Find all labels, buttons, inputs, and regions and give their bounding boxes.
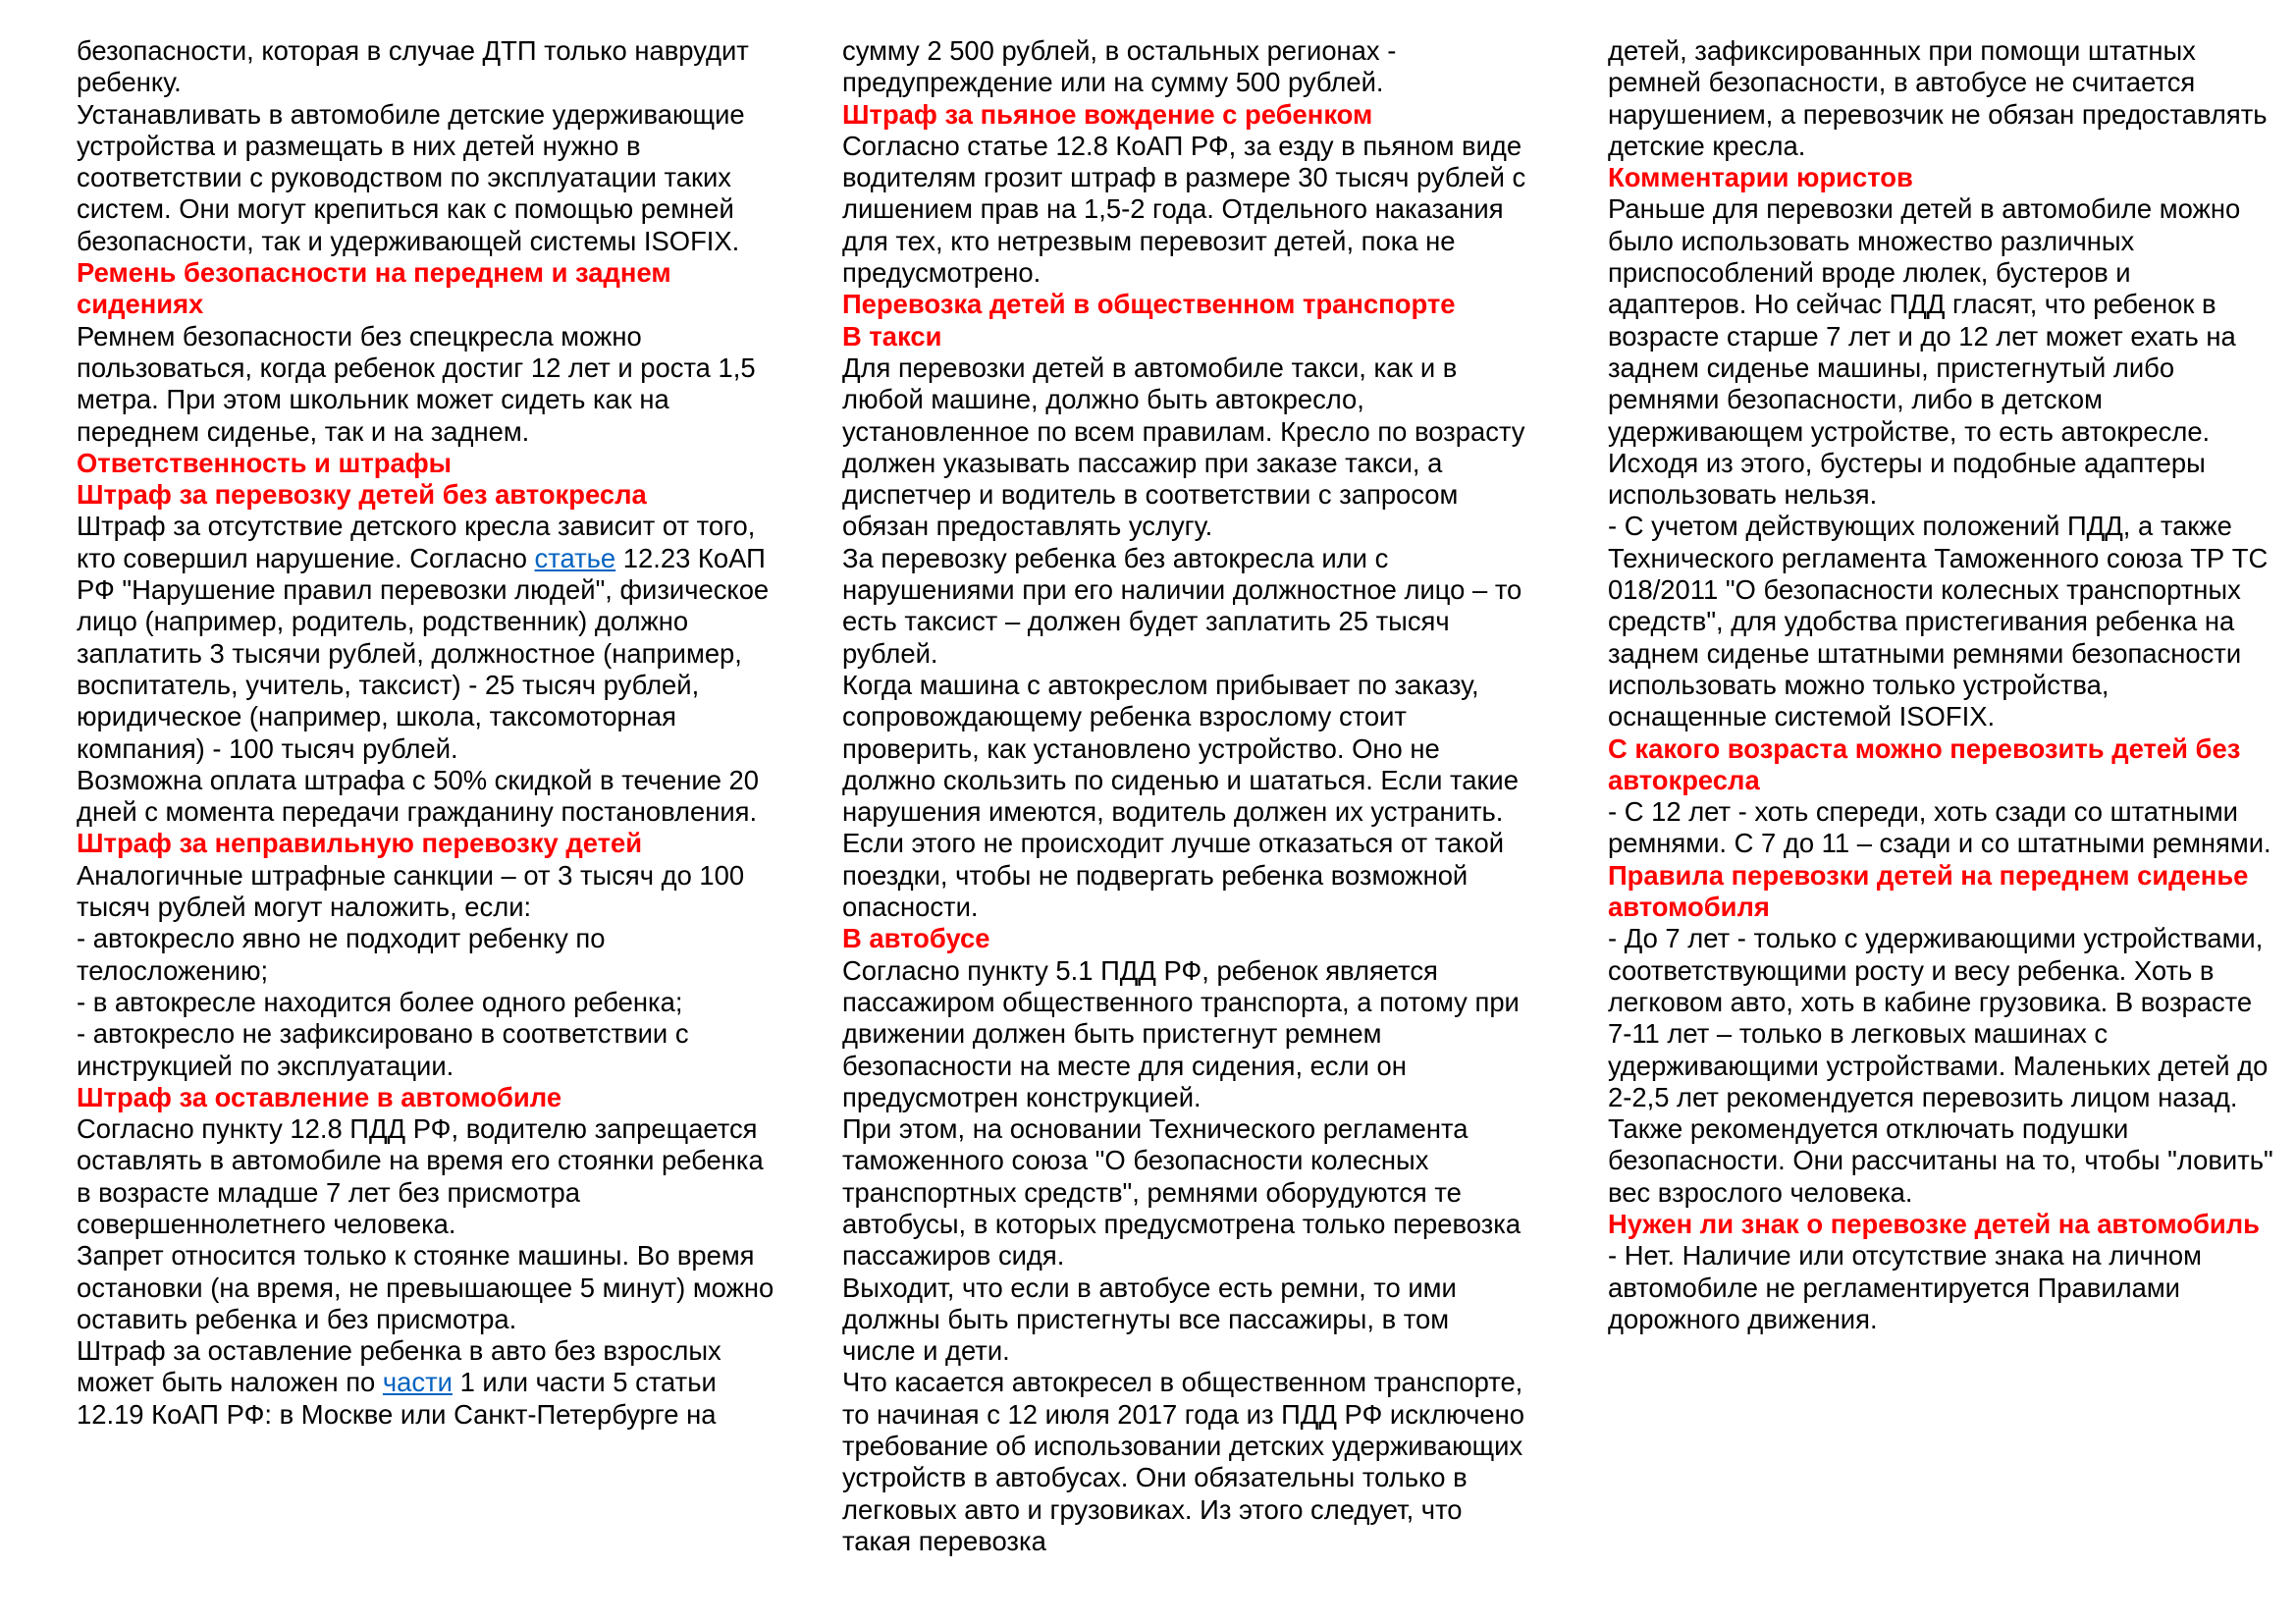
section-heading: Нужен ли знак о перевозке детей на автомобиль xyxy=(1608,1208,2260,1239)
section-heading: Штраф за перевозку детей без автокресла xyxy=(77,479,647,511)
paragraph: За перевозку ребенка без автокресла или с нарушениями при его наличии должностное лицо – то есть таксист – должен будет заплатить 25 тысяч рублей. xyxy=(842,542,1522,669)
paragraph: детей, зафиксированных при помощи штатных ремней безопасности, в автобусе не считается нарушением, а перевозчик не обязан предоставлять детские кресла. xyxy=(1608,35,2268,161)
paragraph: - До 7 лет - только с удерживающими устройствами, соответствующими росту и весу ребенка. Хоть в легковом авто, хоть в кабине грузовика. В возрасте 7-11 лет – только в легковых машинах с удерживающими устройствами. Маленьких детей до 2-2,5 лет рекомендуется перевозить лицом назад. Также рекомендуется отключать подушки безопасности. Они рассчитаны на то, чтобы "ловить" вес взрослого человека. xyxy=(1608,923,2273,1208)
section-heading: С какого возраста можно перевозить детей без автокресла xyxy=(1608,732,2241,795)
paragraph: Согласно пункту 5.1 ПДД РФ, ребенок является пассажиром общественного транспорта, а потому при движении должен быть пристегнут ремнем безопасности на месте для сидения, если он предусмотрен конструкцией. xyxy=(842,954,1520,1112)
paragraph: Согласно пункту 12.8 ПДД РФ, водителю запрещается оставлять в автомобиле на время его стоянки ребенка в возрасте младше 7 лет без присмотра совершеннолетнего человека. xyxy=(77,1113,764,1239)
paragraph: Возможна оплата штрафа с 50% скидкой в течение 20 дней с момента передачи гражданину постановления. xyxy=(77,764,760,828)
paragraph-text: 12.23 КоАП РФ "Нарушение правил перевозки людей", физическое лицо (например, родитель, родственник) должно заплатить 3 тысячи рублей, должностное (например, воспитатель, учитель, таксист) - 25 тысяч рублей, юридическое (например, школа, таксомоторная компания) - 100 тысяч рублей. xyxy=(77,542,770,764)
text-column-3 xyxy=(1608,35,2275,1335)
paragraph: - С учетом действующих положений ПДД, а также Технического регламента Таможенного союза ТР ТС 018/2011 "О безопасности колесных транспортных средств", для удобства пристегивания ребенка на заднем сиденье штатными ремнями безопасности использовать можно только устройства, оснащенные системой ISOFIX. xyxy=(1608,511,2269,732)
paragraph: Раньше для перевозки детей в автомобиле можно было использовать множество различных приспособлений вроде люлек, бустеров и адаптеров. Но сейчас ПДД гласят, что ребенок в возрасте старше 7 лет и до 12 лет может ехать на заднем сиденье машины, пристегнутый либо ремнями безопасности, либо в детском удерживающем устройстве, то есть автокресле. Исходя из этого, бустеры и подобные адаптеры использовать нельзя. xyxy=(1608,193,2241,511)
paragraph: Согласно статье 12.8 КоАП РФ, за езду в пьяном виде водителям грозит штраф в размере 30 тысяч рублей с лишением прав на 1,5-2 года. Отдельного наказания для тех, кто нетрезвым перевозит детей, пока не предусмотрено. xyxy=(842,130,1526,289)
list-item: - автокресло не зафиксировано в соответствии с инструкцией по эксплуатации. xyxy=(77,1018,689,1081)
paragraph: Ремнем безопасности без спецкресла можно пользоваться, когда ребенок достиг 12 лет и роста 1,5 метра. При этом школьник может сидеть как на переднем сиденье, так и на заднем. xyxy=(77,320,756,447)
paragraph-with-link xyxy=(77,511,783,764)
list-item: - автокресло явно не подходит ребенку по телосложению; xyxy=(77,923,606,986)
section-heading: Правила перевозки детей на переднем сиденье автомобиля xyxy=(1608,859,2249,923)
paragraph: Что касается автокресел в общественном транспорте, то начиная с 12 июля 2017 года из ПДД РФ исключено требование об использовании детских удерживающих устройств в автобусах. Они обязательны только в легковых авто и грузовиках. Из этого следует, что такая перевозка xyxy=(842,1367,1524,1556)
paragraph-text: 1 или части 5 статьи 12.19 КоАП РФ: в Москве или Санкт-Петербурге на xyxy=(77,1367,717,1430)
paragraph: Выходит, что если в автобусе есть ремни, то ими должны быть пристегнуты все пассажиры, в том числе и дети. xyxy=(842,1272,1457,1367)
section-heading: В такси xyxy=(842,320,942,352)
section-heading: Перевозка детей в общественном транспорте xyxy=(842,289,1456,320)
paragraph-with-link xyxy=(77,1335,783,1431)
parts-link[interactable]: части xyxy=(382,1367,453,1398)
section-heading: Штраф за пьяное вождение с ребенком xyxy=(842,98,1373,130)
article-link[interactable]: статье xyxy=(534,542,616,573)
paragraph: Запрет относится только к стоянке машины. Во время остановки (на время, не превышающее 5 минут) можно оставить ребенка и без присмотра. xyxy=(77,1240,774,1334)
paragraph-text: Штраф за оставление ребенка в авто без взрослых может быть наложен по xyxy=(77,1335,721,1398)
list-item: - в автокресле находится более одного ребенка; xyxy=(77,986,683,1017)
section-heading: В автобусе xyxy=(842,923,990,954)
section-heading: Штраф за оставление в автомобиле xyxy=(77,1081,562,1112)
paragraph: При этом, на основании Технического регламента таможенного союза "О безопасности колесных транспортных средств", ремнями оборудуются те автобусы, в которых предусмотрена только перевозка пассажиров сидя. xyxy=(842,1113,1522,1272)
section-heading: Штраф за неправильную перевозку детей xyxy=(77,828,643,859)
paragraph: - Нет. Наличие или отсутствие знака на личном автомобиле не регламентируется Правилами дорожного движения. xyxy=(1608,1240,2202,1334)
paragraph-text: Штраф за отсутствие детского кресла зависит от того, кто совершил нарушение. Согласно xyxy=(77,511,756,573)
paragraph: сумму 2 500 рублей, в остальных регионах - предупреждение или на сумму 500 рублей. xyxy=(842,35,1397,98)
paragraph: Для перевозки детей в автомобиле такси, как и в любой машине, должно быть автокресло, установленное по всем правилам. Кресло по возрасту должен указывать пассажир при заказе такси, а диспетчер и водитель в соответствии с запросом обязан предоставлять услугу. xyxy=(842,352,1525,542)
section-heading: Ремень безопасности на переднем и заднем сидениях xyxy=(77,257,671,320)
section-heading: Ответственность и штрафы xyxy=(77,447,453,478)
paragraph: Аналогичные штрафные санкции – от 3 тысяч до 100 тысяч рублей могут наложить, если: xyxy=(77,859,745,923)
paragraph: безопасности, которая в случае ДТП только наврудит ребенку. xyxy=(77,35,749,98)
section-heading: Комментарии юристов xyxy=(1608,162,1913,193)
text-column-1 xyxy=(77,35,783,1431)
paragraph: Когда машина с автокреслом прибывает по заказу, сопровождающему ребенка взрослому стоит проверить, как установлено устройство. Оно не должно скользить по сиденью и шататься. Если такие нарушения имеются, водитель должен их устранить. Если этого не происходит лучше отказаться от такой поездки, чтобы не подвергать ребенка возможной опасности. xyxy=(842,669,1519,923)
text-column-2 xyxy=(842,35,1529,1557)
paragraph: - С 12 лет - хоть спереди, хоть сзади со штатными ремнями. С 7 до 11 – сзади и со штатными ремнями. xyxy=(1608,796,2271,859)
paragraph: Устанавливать в автомобиле детские удерживающие устройства и размещать в них детей нужно в соответствии с руководством по эксплуатации таких систем. Они могут крепиться как с помощью ремней безопасности, так и удерживающей системы ISOFIX. xyxy=(77,98,745,256)
